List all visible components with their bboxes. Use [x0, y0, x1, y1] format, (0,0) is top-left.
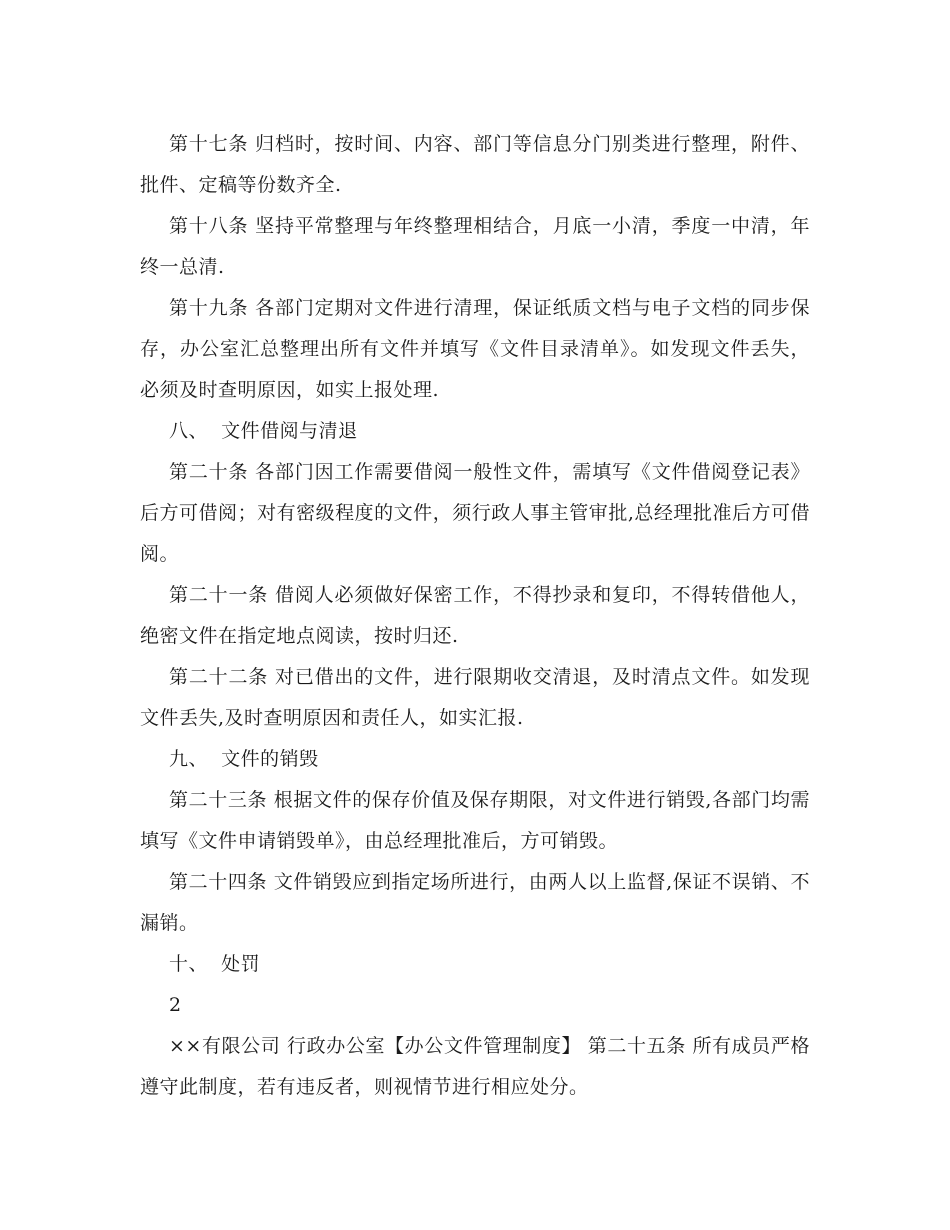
- article-22: 第二十二条 对已借出的文件，进行限期收交清退，及时清点文件。如发现文件丢失,及时查明原因和责任人，如实汇报.: [140, 666, 810, 729]
- document-body: [140, 124, 810, 1108]
- article-24: 第二十四条 文件销毁应到指定场所进行，由两人以上监督,保证不误销、不漏销。: [140, 871, 810, 934]
- page-number: 2: [169, 994, 182, 1016]
- article-17: 第十七条 归档时，按时间、内容、部门等信息分门别类进行整理，附件、批件、定稿等份数齐全.: [140, 133, 810, 196]
- article-21: 第二十一条 借阅人必须做好保密工作，不得抄录和复印，不得转借他人，绝密文件在指定地点阅读，按时归还.: [140, 584, 810, 647]
- article-25: ××有限公司 行政办公室【办公文件管理制度】 第二十五条 所有成员严格遵守此制度，若有违反者，则视情节进行相应处分。: [140, 1035, 810, 1098]
- article-23: 第二十三条 根据文件的保存价值及保存期限，对文件进行销毁,各部门均需填写《文件申请销毁单》，由总经理批准后，方可销毁。: [140, 789, 810, 852]
- article-20: 第二十条 各部门因工作需要借阅一般性文件，需填写《文件借阅登记表》后方可借阅；对有密级程度的文件，须行政人事主管审批,总经理批准后方可借阅。: [140, 461, 810, 565]
- section-heading-8: 八、 文件借阅与清退: [169, 420, 358, 442]
- article-19: 第十九条 各部门定期对文件进行清理，保证纸质文档与电子文档的同步保存，办公室汇总整理出所有文件并填写《文件目录清单》。如发现文件丢失，必须及时查明原因，如实上报处理.: [140, 297, 810, 401]
- section-heading-9: 九、 文件的销毁: [169, 748, 319, 770]
- article-18: 第十八条 坚持平常整理与年终整理相结合，月底一小清，季度一中清，年终一总清.: [140, 215, 810, 278]
- section-heading-10: 十、 处罚: [169, 953, 261, 975]
